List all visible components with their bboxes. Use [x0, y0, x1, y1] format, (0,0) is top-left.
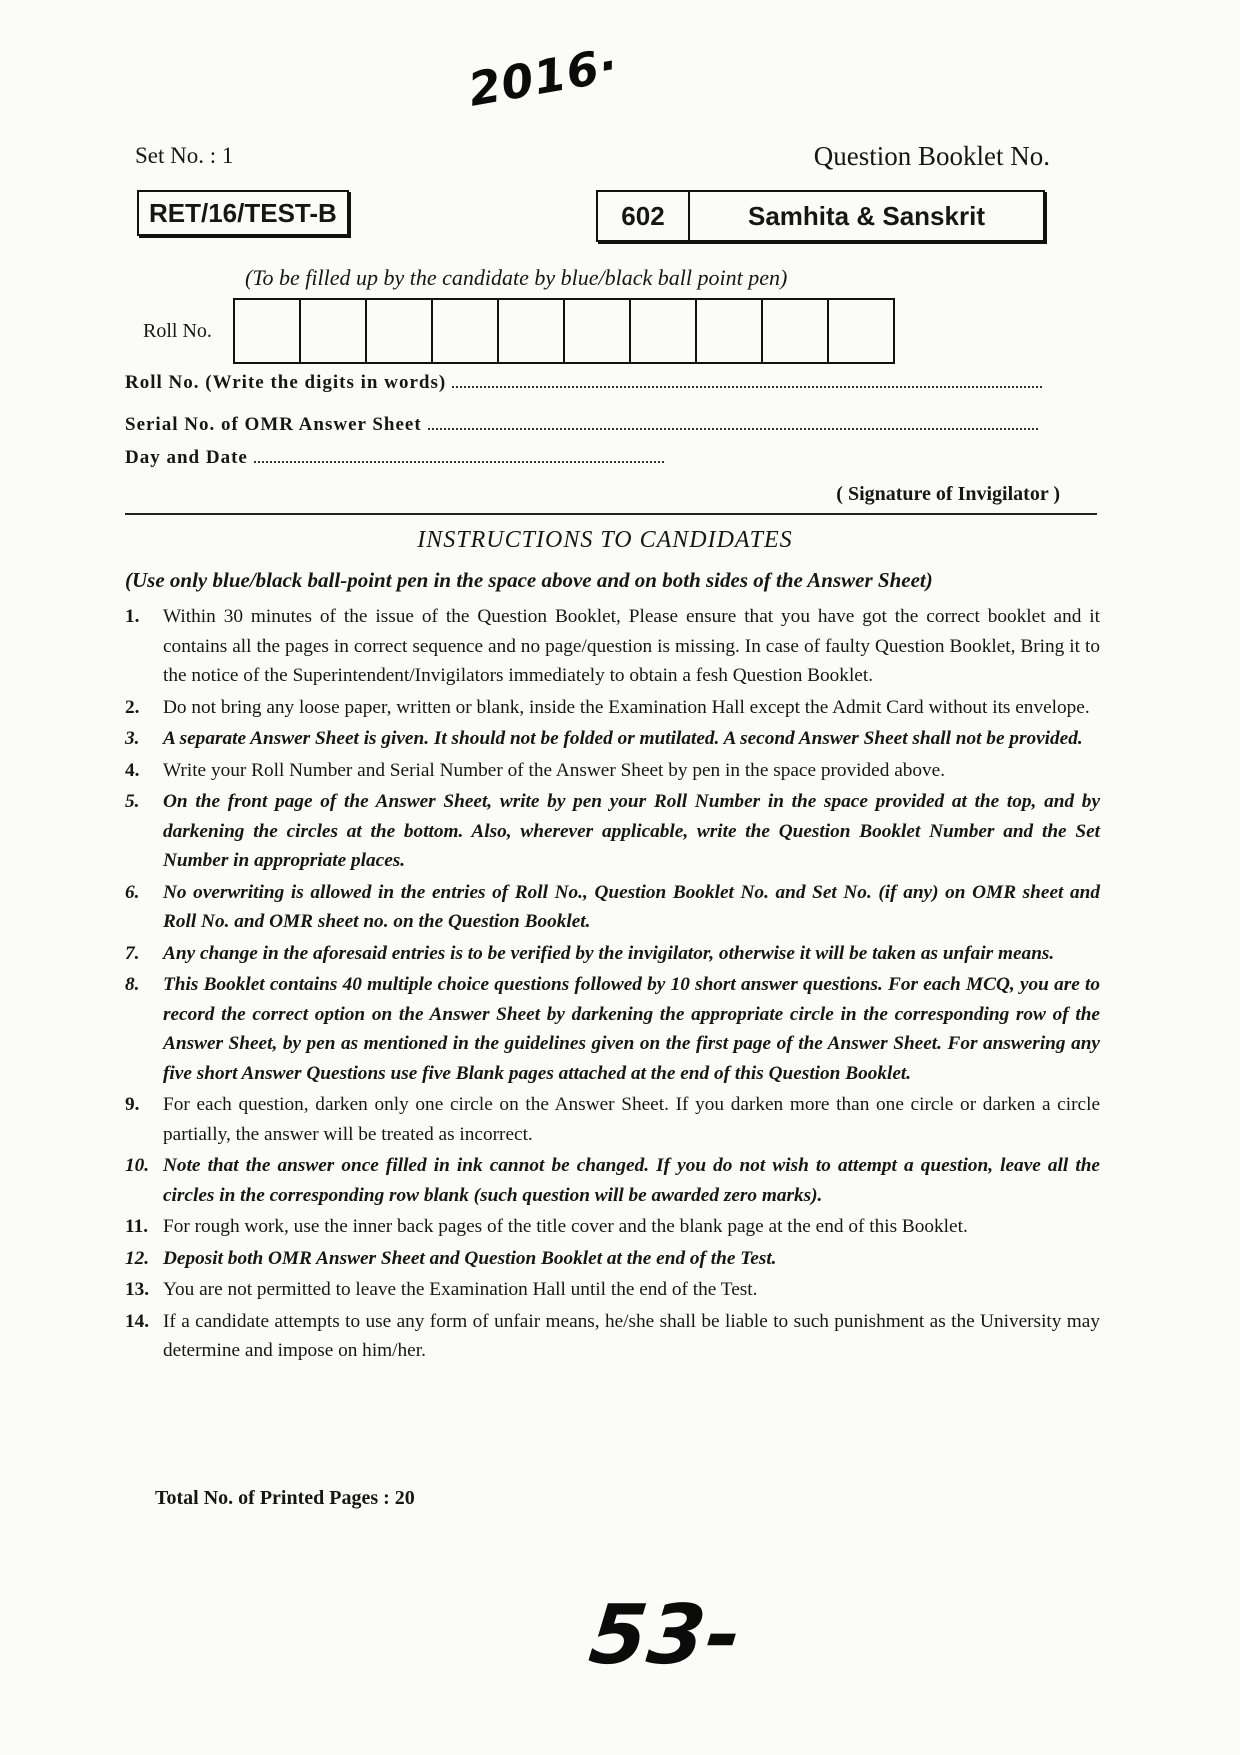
- instruction-item: 8. This Booklet contains 40 multiple choice questions followed by 10 short answer questions. For each MCQ, you are to record the correct option on the Answer Sheet by darkening the appropriate circle in the corresponding row of the Answer Sheet, by pen as mentioned in the guidelines given on the first page of the Answer Sheet. For answering any five short Answer Questions use five Blank pages attached at the end of this Question Booklet.: [125, 974, 1100, 1084]
- handwritten-page-note: 53-: [585, 1588, 747, 1683]
- instruction-item: 9. For each question, darken only one circle on the Answer Sheet. If you darken more than one circle or darken a circle partially, the answer will be treated as incorrect.: [125, 1094, 1100, 1145]
- day-date-label: Day and Date: [125, 447, 248, 468]
- instruction-item: 5. On the front page of the Answer Sheet, write by pen your Roll Number in the space provided at the top, and by darkening the circles at the bottom. Also, wherever applicable, write the Question Booklet Number and the Set Number in appropriate places.: [125, 791, 1100, 871]
- serial-number-line[interactable]: [428, 428, 1038, 430]
- roll-number-grid[interactable]: [233, 298, 895, 364]
- instruction-item: 4. Write your Roll Number and Serial Number of the Answer Sheet by pen in the space provided above.: [125, 759, 946, 781]
- roll-digit-box[interactable]: [697, 300, 763, 362]
- divider: [125, 513, 1097, 515]
- serial-number-field: [125, 414, 1038, 436]
- instruction-item: 11. For rough work, use the inner back pages of the title cover and the blank page at the end of this Booklet.: [125, 1216, 968, 1237]
- handwritten-year-note: 2016·: [464, 37, 623, 117]
- roll-digit-box[interactable]: [499, 300, 565, 362]
- booklet-subject: Samhita & Sanskrit: [748, 200, 985, 231]
- instruction-item: 13. You are not permitted to leave the Examination Hall until the end of the Test.: [125, 1279, 758, 1300]
- fill-instruction-note: (To be filled up by the candidate by blue/black ball point pen): [245, 265, 788, 290]
- roll-digit-box[interactable]: [301, 300, 367, 362]
- set-number: Set No. : 1: [135, 143, 234, 168]
- total-printed-pages: Total No. of Printed Pages : 20: [155, 1487, 415, 1509]
- instruction-item: 1. Within 30 minutes of the issue of the Question Booklet, Please ensure that you have got the correct booklet and it contains all the pages in correct sequence and no page/question is missing. In case of faulty Question Booklet, Bring it to the notice of the Superintendent/Invigilators immediately to obtain a fesh Question Booklet.: [125, 606, 1100, 686]
- test-code-box: [137, 190, 349, 236]
- booklet-number-box: [596, 190, 1045, 242]
- instruction-item: 2. Do not bring any loose paper, written or blank, inside the Examination Hall except the Admit Card without its envelope.: [125, 696, 1090, 718]
- roll-words-line[interactable]: [452, 386, 1042, 388]
- roll-digit-box[interactable]: [565, 300, 631, 362]
- instruction-item: 14. If a candidate attempts to use any form of unfair means, he/she shall be liable to such punishment as the University may determine and impose on him/her.: [125, 1310, 1100, 1361]
- booklet-number: 602: [598, 192, 690, 240]
- roll-digit-box[interactable]: [235, 300, 301, 362]
- day-date-field: [125, 447, 664, 469]
- roll-words-label: Roll No. (Write the digits in words): [125, 372, 447, 393]
- roll-words-field: [125, 372, 1042, 394]
- test-code: RET/16/TEST-B: [149, 197, 337, 228]
- instruction-item: 3. A separate Answer Sheet is given. It should not be folded or mutilated. A second Answer Sheet shall not be provided.: [125, 728, 1083, 749]
- roll-digit-box[interactable]: [829, 300, 895, 362]
- invigilator-signature-label: ( Signature of Invigilator ): [836, 483, 1060, 505]
- instruction-item: 10. Note that the answer once filled in ink cannot be changed. If you do not wish to attempt a question, leave all the circles in the corresponding row blank (such question will be awarded zero marks).: [125, 1155, 1100, 1206]
- instruction-item: 12. Deposit both OMR Answer Sheet and Question Booklet at the end of the Test.: [125, 1247, 777, 1269]
- instruction-list: [125, 602, 1100, 1368]
- roll-digit-box[interactable]: [433, 300, 499, 362]
- roll-number-label: Roll No.: [143, 320, 212, 342]
- instruction-item: 6. No overwriting is allowed in the entries of Roll No., Question Booklet No. and Set No. (if any) on OMR sheet and Roll No. and OMR sheet no. on the Question Booklet.: [125, 881, 1100, 932]
- roll-digit-box[interactable]: [763, 300, 829, 362]
- roll-digit-box[interactable]: [631, 300, 697, 362]
- day-date-line[interactable]: [254, 461, 664, 463]
- roll-digit-box[interactable]: [367, 300, 433, 362]
- instruction-item: 7. Any change in the aforesaid entries is to be verified by the invigilator, otherwise it will be taken as unfair means.: [125, 942, 1055, 964]
- question-booklet-label: Question Booklet No.: [813, 141, 1050, 171]
- serial-number-label: Serial No. of OMR Answer Sheet: [125, 414, 422, 435]
- instructions-subtitle: (Use only blue/black ball-point pen in the space above and on both sides of the Answer Sheet): [125, 568, 933, 592]
- instructions-title: INSTRUCTIONS TO CANDIDATES: [417, 527, 793, 553]
